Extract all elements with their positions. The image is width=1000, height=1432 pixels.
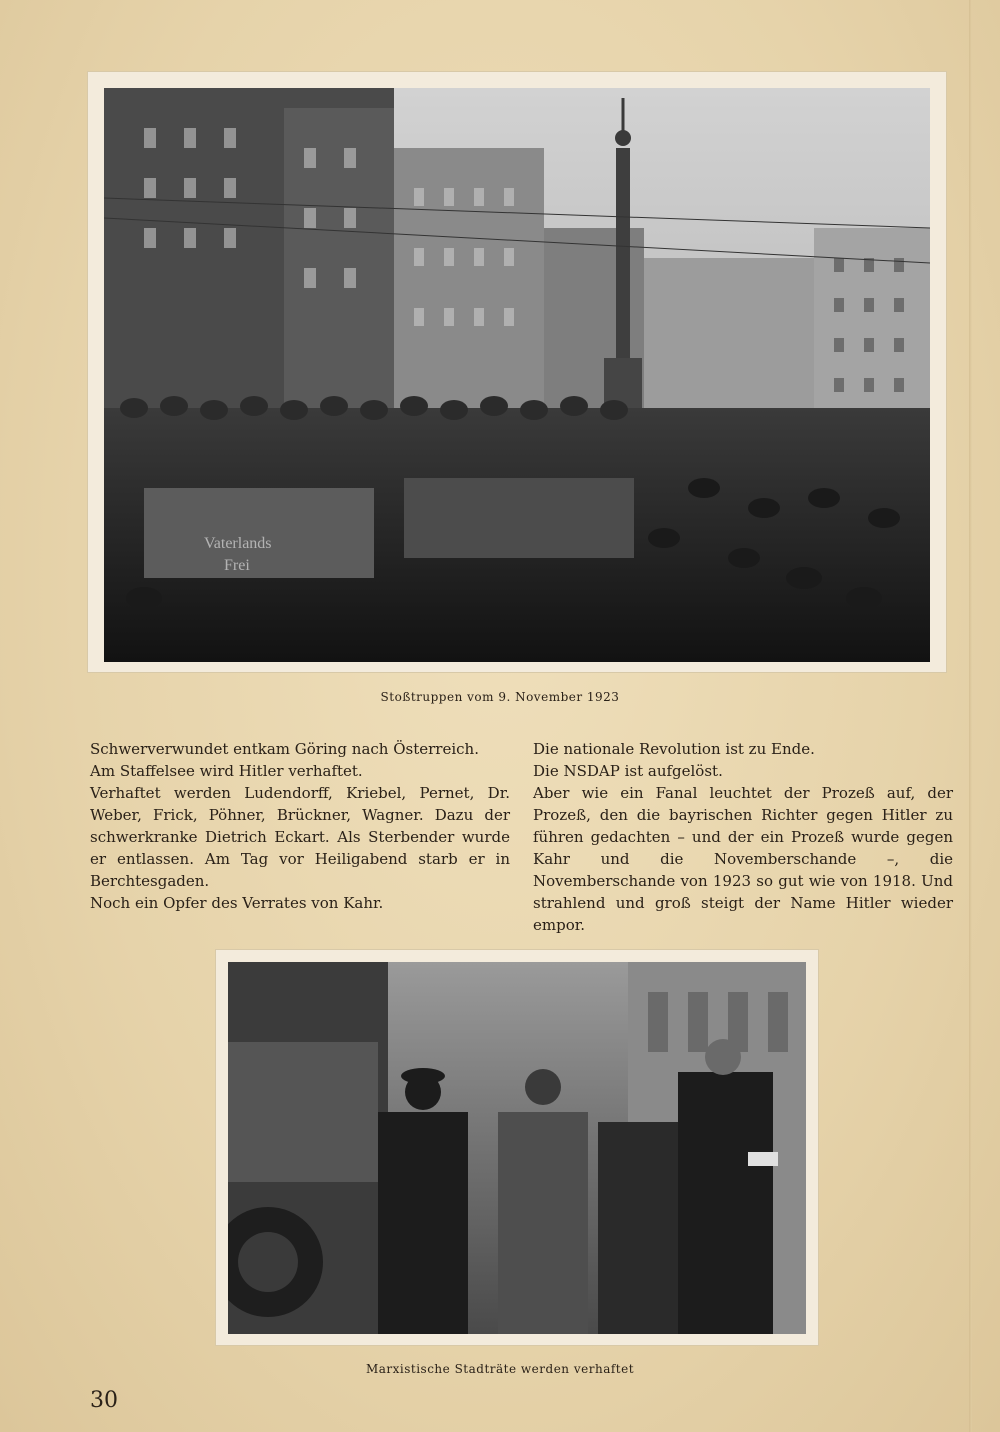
photo-stadtraete [228,962,806,1334]
photo-stosstruppen [104,88,930,662]
paragraph: Am Staffelsee wird Hitler verhaftet. [90,762,363,780]
paragraph: Die NSDAP ist aufgelöst. [533,762,723,780]
photo-caption-bottom: Marxistische Stadträte werden verhaftet [365,1362,635,1376]
paragraph: Noch ein Opfer des Verrates von Kahr. [90,894,384,912]
photo-stadtraete-image [228,962,806,1334]
paragraph: Schwerverwundet entkam Göring nach Österreich. [90,740,479,758]
text-column-left [90,738,510,914]
truck-banner-text-2: Frei [224,557,250,574]
paragraph: Aber wie ein Fanal leuchtet der Prozeß auf, der Prozeß, den die bayrischen Richter gegen Hitler zu führen gedachten – und der ein Prozeß wurde gegen Kahr und die Novemberschande –, die Novemberschande von 1923 so gut wie von 1918. Und strahlend und groß steigt der Name Hitler wieder empor. [533,784,953,934]
truck-banner-text-1: Vaterlands [204,535,272,552]
page-edge [969,0,972,1432]
photo-stosstruppen-image [104,88,930,662]
text-column-right [533,738,953,936]
photo-caption-top: Stoßtruppen vom 9. November 1923 [380,690,620,704]
paragraph: Verhaftet werden Ludendorff, Kriebel, Pernet, Dr. Weber, Frick, Pöhner, Brückner, Wagner. Dazu der schwerkranke Dietrich Eckart. Als Sterbender wurde er entlassen. Am Tag vor Heiligabend starb er in Berchtesgaden. [90,784,510,890]
page-number: 30 [90,1388,118,1413]
paragraph: Die nationale Revolution ist zu Ende. [533,740,815,758]
